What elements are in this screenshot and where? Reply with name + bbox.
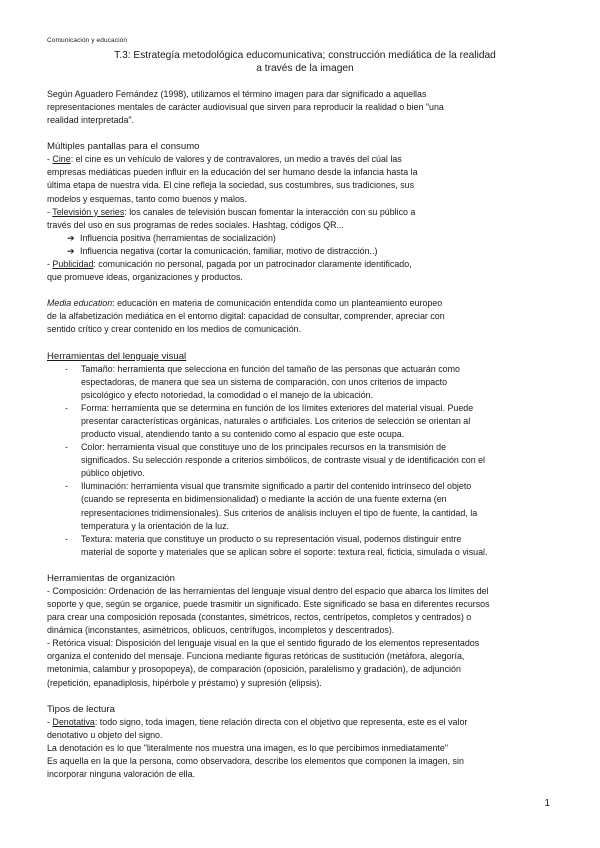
list-item: - Tamaño: herramienta que selecciona en función del tamaño de las personas que actuarán como espectadoras, de manera que sea un sistema de comparación, con unos criterios de impacto psicológico y efecto notoriedad, la comodidad o el manejo de la ubicación. — [65, 363, 460, 400]
term-cine: Cine — [52, 154, 71, 165]
list-item: - Textura: materia que constituye un producto o su representación visual, podemos distinguir entre material de soporte y materiales que se aplican sobre el soporte: textura real, ficticia, simulada o visual. — [65, 533, 488, 557]
term-publicidad: Publicidad — [52, 259, 94, 270]
list-item: - Iluminación: herramienta visual que transmite significado a partir del contenido intrínseco del objeto (cuando se representa en bidimensionalidad) o mediante la acción de una fuente externa (en representaciones tridimensionales). Sus criterios de análisis incluyen el tipo de fuente, la cantidad, la temperatura y la orientación de la luz. — [65, 481, 478, 531]
text-line: sentido crítico y crear contenido en los medios de comunicación. — [47, 324, 302, 335]
list-item: - Color: herramienta visual que constituye uno de los principales recursos en la transmisión de significados. Su selección responde a criterios simbólicos, de contraste visual y de identificación con el público objetivo. — [65, 442, 486, 479]
text-line: de la alfabetización mediática en el entorno digital: capacidad de consultar, comprender, apreciar con — [47, 311, 445, 322]
text-line: incorporar ninguna valoración de ella. — [47, 769, 196, 780]
text-line: última etapa de nuestra vida. El cine refleja la sociedad, sus costumbres, sus tradiciones, sus — [47, 180, 415, 191]
term-television: Televisión y series — [52, 206, 125, 217]
text-line: (repetición, epanadiplosis, hipérbole y préstamo) y supresión (elipsis). — [47, 677, 322, 688]
text-line: representaciones mentales de carácter audiovisual que sirven para reproducir la realidad o bien "una — [47, 102, 444, 113]
section-lenguaje-visual — [47, 350, 567, 559]
text-line: - Cine: el cine es un vehículo de valores y de contravalores, un medio a través del cúal las — [47, 154, 402, 165]
text-line: metonimia, calambur y prosopopeya), de comparación (oposición, paralelismo y gradación), de adjunción — [47, 664, 461, 675]
media-education-paragraph — [47, 297, 567, 336]
arrow-right-icon: ➔ — [67, 245, 75, 256]
text-line: soporte y que, según se organice, puede trasmitir un significado. Este significado se basa en diferentes recursos — [47, 599, 490, 609]
text-line: Es aquella en la que la persona, como observadora, describe los elementos que componen la imagen, sin — [47, 755, 464, 766]
title-line: a través de la imagen — [256, 63, 354, 74]
text-line: modelos y esquemas, tanto como buenos y malos. — [47, 193, 247, 204]
section-heading: Herramientas del lenguaje visual — [47, 350, 187, 362]
text-line: través del uso en sus programas de redes sociales. Hashtag, códigos QR... — [47, 219, 344, 230]
page-number: 1 — [544, 798, 550, 809]
text-line: empresas mediáticas pueden influir en la educación del ser humano desde la infancia hasta la — [47, 167, 418, 178]
section-heading: Herramientas de organización — [47, 572, 175, 584]
text-line: - Composición: Ordenación de las herramientas del lenguaje visual dentro del espacio que abarca los límites del — [47, 585, 489, 596]
text-line: - Publicidad: comunicación no personal, pagada por un patrocinador claramente identificado, — [47, 259, 412, 270]
section-pantallas — [47, 140, 567, 284]
document-title — [40, 49, 570, 75]
arrow-item: ➔ Influencia negativa (cortar la comunicación, familiar, motivo de distracción..) — [47, 245, 567, 258]
document-header: Comunicación y educación — [47, 37, 128, 44]
text-line: para crear una composición reposada (constantes, simétricos, rectos, centrípetos, completos y centrados) o — [47, 612, 472, 623]
text-line: realidad interpretada". — [47, 115, 135, 126]
text-line: dinámica (inconstantes, asimétricos, oblicuos, centrífugos, incompletos y descentrados). — [47, 625, 395, 636]
term-denotativa: Denotativa — [52, 716, 95, 727]
text-line: - Denotativa: todo signo, toda imagen, tiene relación directa con el objetivo que representa, este es el valor — [47, 716, 468, 727]
arrow-right-icon: ➔ — [67, 232, 75, 243]
document-body — [47, 88, 567, 781]
term-media-education: Media education — [47, 298, 113, 309]
section-tipos-lectura — [47, 703, 567, 781]
text-line: - Televisión y series: los canales de televisión buscan fomentar la interacción con su público a — [47, 206, 416, 217]
text-line: La denotación es lo que "literalmente nos muestra una imagen, es lo que percibimos inmediatamente" — [47, 742, 448, 753]
section-heading: Múltiples pantallas para el consumo — [47, 141, 200, 153]
arrow-item: ➔ Influencia positiva (herramientas de socialización) — [47, 232, 567, 245]
text-line: Media education: educación en materia de comunicación entendida como un planteamiento europeo — [47, 298, 443, 309]
text-line: - Retórica visual: Disposición del lenguaje visual en la que el sentido figurado de los elementos representados — [47, 638, 480, 649]
section-organizacion — [47, 572, 567, 690]
list-item: - Forma: herramienta que se determina en función de los límites exteriores del material visual. Puede presentar características orgánicas, naturales o artificiales. Los criterios de selección se orientan al producto visual, atendiendo tanto a su contenido como al espacio que este ocupa. — [65, 402, 474, 439]
intro-paragraph — [47, 88, 567, 127]
tool-list — [47, 363, 567, 559]
section-heading: Tipos de lectura — [47, 703, 115, 715]
text-line: denotativo u objeto del signo. — [47, 729, 163, 740]
text-line: que promueve ideas, organizaciones y productos. — [47, 272, 243, 283]
text-line: Según Aguadero Fernández (1998), utilizamos el término imagen para dar significado a aquellas — [47, 89, 427, 99]
text-line: organiza el contenido del mensaje. Funciona mediante figuras retóricas de sustitución (metáfora, alegoría, — [47, 651, 465, 662]
title-line: T.3: Estrategía metodológica educomunicativa; construcción mediática de la realidad — [114, 50, 496, 61]
